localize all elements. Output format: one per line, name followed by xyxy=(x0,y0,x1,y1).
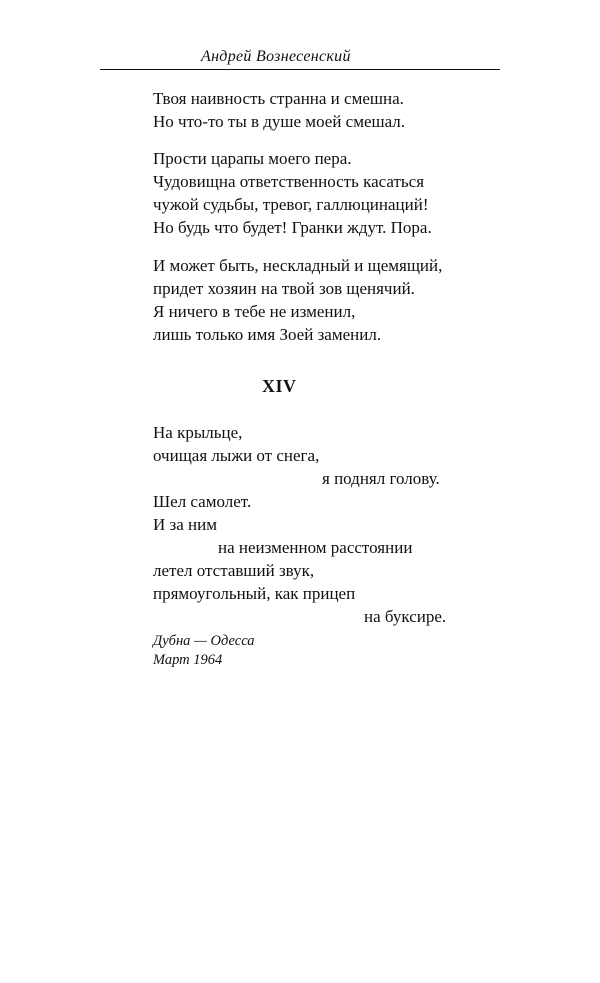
section-number: XIV xyxy=(262,376,297,396)
poem-line: на буксире. xyxy=(364,607,447,626)
poem-line: на неизменном расстоянии xyxy=(218,538,413,557)
poem-line: придет хозяин на твой зов щенячий. xyxy=(153,279,415,298)
poem-line: Твоя наивность странна и смешна. xyxy=(153,89,404,108)
poem-line: прямоугольный, как прицеп xyxy=(153,584,356,603)
poem-line: Но будь что будет! Гранки ждут. Пора. xyxy=(153,218,432,237)
poem-line: Но что-то ты в душе моей смешал. xyxy=(153,112,406,131)
running-header xyxy=(100,48,500,70)
header-rule xyxy=(100,69,500,70)
poem-line: И может быть, нескладный и щемящий, xyxy=(153,256,443,275)
poem-line: И за ним xyxy=(153,515,217,534)
signature-date: Март 1964 xyxy=(153,652,223,668)
poem-line: я поднял голову. xyxy=(322,469,440,488)
poem-line: лишь только имя Зоей заменил. xyxy=(153,325,382,344)
signature-place: Дубна — Одесса xyxy=(153,633,255,649)
poem-line: летел отставший звук, xyxy=(153,561,315,580)
poem-line: Шел самолет. xyxy=(153,492,252,511)
poem-line: Чудовищна ответственность касаться xyxy=(153,172,425,191)
poem-line: очищая лыжи от снега, xyxy=(153,446,320,465)
poem-line: Я ничего в тебе не изменил, xyxy=(153,302,356,321)
author-name: Андрей Вознесенский xyxy=(201,48,351,65)
poem-line: На крыльце, xyxy=(153,423,243,442)
poem-line: Прости царапы моего пера. xyxy=(153,149,352,168)
poem-line: чужой судьбы, тревог, галлюцинаций! xyxy=(153,195,429,214)
